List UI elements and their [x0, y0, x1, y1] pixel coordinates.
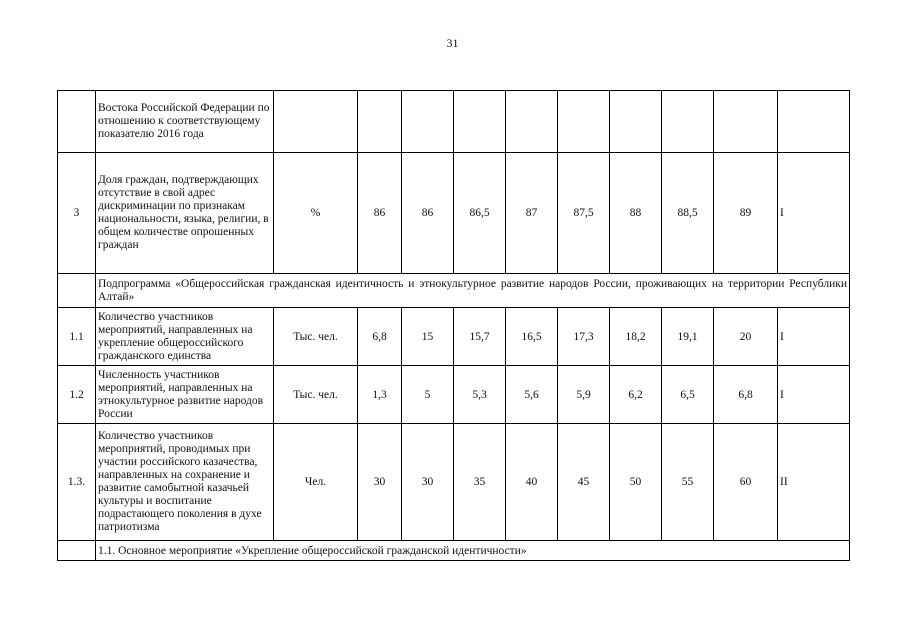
reference-cell: I — [778, 308, 850, 366]
value-cell — [662, 91, 714, 153]
value-cell: 87,5 — [558, 153, 610, 274]
value-cell: 6,2 — [610, 366, 662, 424]
row-number: 1.3. — [58, 424, 96, 541]
value-cell — [610, 91, 662, 153]
row-number: 3 — [58, 153, 96, 274]
row-number: 1.1 — [58, 308, 96, 366]
value-cell: 19,1 — [662, 308, 714, 366]
value-cell — [454, 91, 506, 153]
value-cell: 5 — [402, 366, 454, 424]
value-cell: 6,8 — [714, 366, 778, 424]
value-cell: 17,3 — [558, 308, 610, 366]
value-cell: 5,3 — [454, 366, 506, 424]
table-row — [58, 153, 850, 274]
empty-cell — [58, 274, 96, 308]
main-event-title: 1.1. Основное мероприятие «Укрепление общероссийской гражданской идентичности» — [96, 541, 850, 561]
value-cell — [714, 91, 778, 153]
subprogram-row — [58, 274, 850, 308]
value-cell: 88,5 — [662, 153, 714, 274]
value-cell: 15 — [402, 308, 454, 366]
unit-cell: Чел. — [274, 424, 358, 541]
row-number — [58, 91, 96, 153]
unit-cell: Тыс. чел. — [274, 366, 358, 424]
subprogram-title: Подпрограмма «Общероссийская гражданская идентичность и этнокультурное развитие народов России, проживающих на территории Республики Алтай» — [96, 274, 850, 308]
value-cell: 35 — [454, 424, 506, 541]
value-cell: 18,2 — [610, 308, 662, 366]
value-cell: 50 — [610, 424, 662, 541]
table-row — [58, 424, 850, 541]
value-cell: 5,6 — [506, 366, 558, 424]
event-row — [58, 541, 850, 561]
table-row — [58, 91, 850, 153]
indicator-name: Доля граждан, подтверждающих отсутствие в свой адрес дискриминации по признакам национальности, языка, религии, в общем количестве опрошенных граждан — [96, 153, 274, 274]
value-cell — [358, 91, 402, 153]
value-cell: 6,8 — [358, 308, 402, 366]
value-cell — [558, 91, 610, 153]
value-cell: 30 — [358, 424, 402, 541]
reference-cell — [778, 91, 850, 153]
reference-cell: I — [778, 153, 850, 274]
value-cell: 30 — [402, 424, 454, 541]
value-cell: 20 — [714, 308, 778, 366]
page-number: 31 — [446, 36, 459, 50]
value-cell: 55 — [662, 424, 714, 541]
unit-cell — [274, 91, 358, 153]
value-cell: 40 — [506, 424, 558, 541]
indicator-name: Численность участников мероприятий, направленных на этнокультурное развитие народов России — [96, 366, 274, 424]
indicator-name: Количество участников мероприятий, проводимых при участии российского казачества, направленных на сохранение и развитие самобытной казачьей культуры и воспитание подрастающего поколения в духе патриотизма — [96, 424, 274, 541]
value-cell: 88 — [610, 153, 662, 274]
value-cell — [402, 91, 454, 153]
value-cell: 86 — [402, 153, 454, 274]
value-cell — [506, 91, 558, 153]
value-cell: 5,9 — [558, 366, 610, 424]
value-cell: 89 — [714, 153, 778, 274]
value-cell: 45 — [558, 424, 610, 541]
value-cell: 60 — [714, 424, 778, 541]
value-cell: 16,5 — [506, 308, 558, 366]
value-cell: 87 — [506, 153, 558, 274]
unit-cell: Тыс. чел. — [274, 308, 358, 366]
empty-cell — [58, 541, 96, 561]
value-cell: 15,7 — [454, 308, 506, 366]
unit-cell: % — [274, 153, 358, 274]
table-row — [58, 308, 850, 366]
row-number: 1.2 — [58, 366, 96, 424]
value-cell: 1,3 — [358, 366, 402, 424]
reference-cell: II — [778, 424, 850, 541]
reference-cell: I — [778, 366, 850, 424]
value-cell: 86 — [358, 153, 402, 274]
indicators-table — [57, 90, 850, 561]
indicator-name: Востока Российской Федерации по отношению к соответствующему показателю 2016 года — [96, 91, 274, 153]
value-cell: 6,5 — [662, 366, 714, 424]
value-cell: 86,5 — [454, 153, 506, 274]
table-row — [58, 366, 850, 424]
indicator-name: Количество участников мероприятий, направленных на укрепление общероссийского гражданского единства — [96, 308, 274, 366]
